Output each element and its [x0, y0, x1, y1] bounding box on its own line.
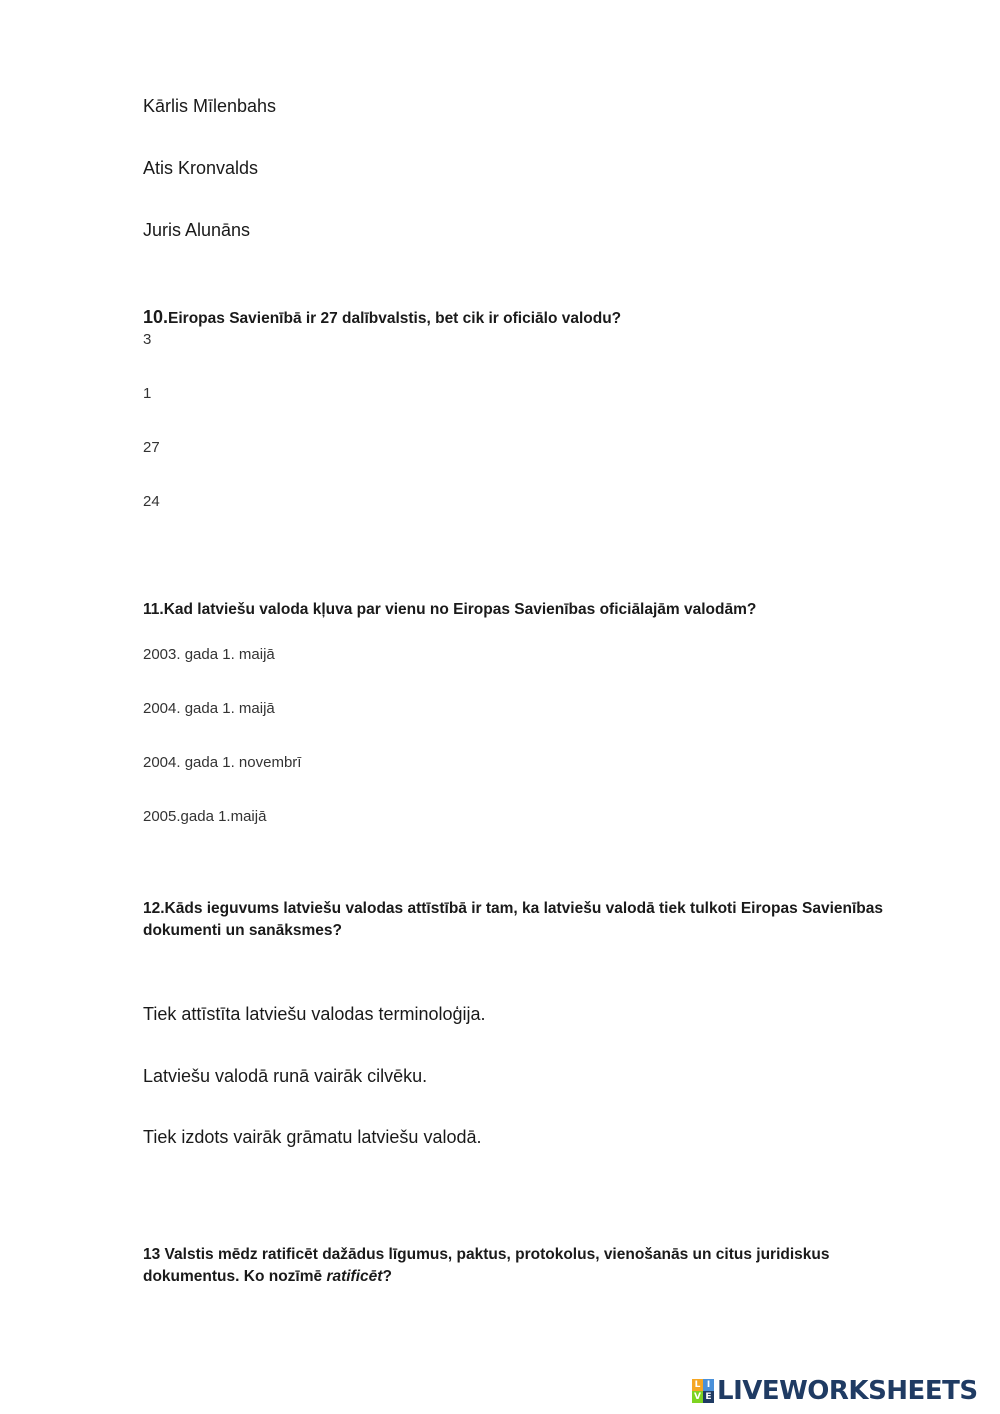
- question-10-number: 10.: [143, 307, 169, 327]
- question-11-option: 2003. gada 1. maijā: [143, 646, 275, 663]
- question-11-option: 2004. gada 1. maijā: [143, 700, 275, 717]
- question-10-text: Eiropas Savienībā ir 27 dalībvalstis, bet cik ir oficiālo valodu?: [168, 310, 622, 327]
- question-13-text-end: ?: [382, 1268, 392, 1285]
- logo-mark-letter: I: [703, 1379, 714, 1391]
- question-10-option: 24: [143, 493, 160, 510]
- logo-mark-letter: L: [692, 1379, 703, 1391]
- question-10-option: 27: [143, 439, 160, 456]
- option-atis-kronvalds: Atis Kronvalds: [143, 158, 259, 178]
- question-10: [143, 306, 621, 330]
- liveworksheets-logo: [692, 1376, 978, 1406]
- question-13: [143, 1244, 883, 1288]
- question-11-option: 2005.gada 1.maijā: [143, 808, 267, 825]
- question-12-option: Tiek izdots vairāk grāmatu latviešu valodā.: [143, 1127, 482, 1147]
- question-11-text: 11.Kad latviešu valoda kļuva par vienu no Eiropas Savienības oficiālajām valodām?: [143, 601, 757, 618]
- option-juris-alunans: Juris Alunāns: [143, 220, 251, 240]
- liveworksheets-logo-mark: [692, 1379, 714, 1403]
- logo-mark-letter: E: [703, 1391, 714, 1403]
- question-10-option: 1: [143, 385, 152, 402]
- liveworksheets-logo-text: LIVEWORKSHEETS: [717, 1376, 978, 1406]
- question-13-term: ratificēt: [326, 1268, 383, 1285]
- option-karlis-milenbahs: Kārlis Mīlenbahs: [143, 96, 277, 116]
- question-12-option: Latviešu valodā runā vairāk cilvēku.: [143, 1066, 428, 1086]
- question-12-option: Tiek attīstīta latviešu valodas terminoloģija.: [143, 1004, 486, 1024]
- question-11-option: 2004. gada 1. novembrī: [143, 754, 302, 771]
- question-13-text: 13 Valstis mēdz ratificēt dažādus līgumus, paktus, protokolus, vienošanās un citus juridiskus dokumentus. Ko nozīmē: [143, 1246, 830, 1285]
- question-10-option: 3: [143, 331, 152, 348]
- logo-mark-letter: V: [692, 1391, 703, 1403]
- question-12-text: 12.Kāds ieguvums latviešu valodas attīstībā ir tam, ka latviešu valodā tiek tulkoti Eiropas Savienības dokumenti un sanāksmes?: [143, 900, 883, 939]
